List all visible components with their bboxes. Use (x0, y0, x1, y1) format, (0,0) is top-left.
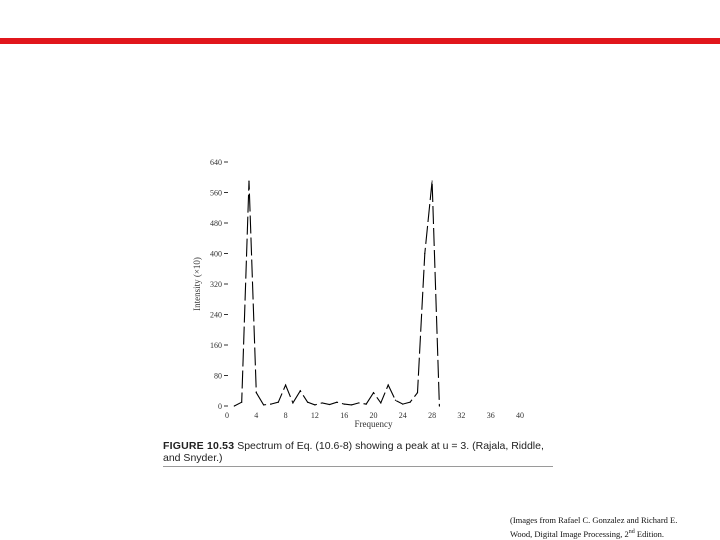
y-axis-label: Intensity (×10) (192, 257, 202, 311)
y-tick-label: 480 (210, 219, 222, 228)
spectrum-data-point (358, 402, 359, 403)
spectrum-data-point (263, 404, 264, 405)
spectrum-data-point (300, 390, 301, 391)
spectrum-series-line (234, 181, 439, 406)
x-tick-label: 4 (254, 411, 259, 420)
caption-divider (163, 466, 553, 467)
spectrum-data-point (410, 402, 411, 403)
spectrum-data-point (241, 402, 242, 403)
figure-caption (163, 440, 553, 464)
x-tick-label: 24 (398, 411, 407, 420)
image-credit (510, 514, 720, 540)
spectrum-data-point (388, 384, 389, 385)
figure-caption-text: Spectrum of Eq. (10.6-8) showing a peak at u = 3. (Rajala, Riddle, and Snyder.) (163, 440, 544, 464)
y-tick-label: 80 (214, 371, 222, 381)
y-tick-label: 0 (218, 402, 222, 411)
x-tick-label: 36 (486, 411, 495, 420)
x-tick-label: 16 (340, 411, 349, 420)
credit-superscript: nd (628, 529, 635, 535)
spectrum-data-point (329, 404, 330, 405)
spectrum-data-point (322, 402, 323, 403)
credit-line-1: (Images from Rafael C. Gonzalez and Richard E. (510, 515, 678, 525)
x-tick-label: 8 (283, 411, 288, 420)
accent-bar (0, 38, 720, 44)
spectrum-data-point (270, 403, 271, 404)
y-tick-label: 560 (210, 188, 222, 198)
spectrum-data-point (314, 404, 315, 405)
x-axis-label: Frequency (354, 419, 393, 429)
spectrum-data-point (402, 403, 403, 404)
spectrum-data-point (439, 405, 440, 406)
y-axis-ticks (210, 158, 228, 411)
spectrum-data-point (424, 253, 425, 254)
x-tick-label: 0 (225, 411, 229, 420)
spectrum-data-point (395, 400, 396, 401)
spectrum-data-point (336, 402, 337, 403)
credit-line-2 (510, 526, 720, 540)
figure-label: FIGURE 10.53 (163, 440, 235, 452)
spectrum-data-point (380, 402, 381, 403)
y-tick-label: 240 (210, 310, 222, 320)
y-tick-label: 640 (210, 158, 222, 167)
spectrum-chart (160, 150, 540, 440)
x-tick-label: 40 (516, 411, 524, 420)
spectrum-data-point (373, 392, 374, 393)
y-tick-label: 160 (210, 341, 222, 350)
spectrum-data-point (292, 402, 293, 403)
x-tick-label: 32 (457, 411, 466, 420)
spectrum-data-point (256, 392, 257, 393)
spectrum-data-point (307, 402, 308, 403)
credit-line-2-suffix: Edition. (634, 528, 665, 539)
y-tick-label: 400 (210, 249, 222, 259)
y-tick-label: 320 (210, 280, 222, 289)
spectrum-data-point (234, 405, 235, 406)
spectrum-data-point (285, 384, 286, 385)
plot-area (234, 180, 440, 406)
x-tick-label: 12 (310, 411, 319, 420)
credit-line-2-prefix: Wood, Digital Image Processing, 2 (510, 528, 629, 539)
spectrum-data-point (344, 403, 345, 404)
x-tick-label: 28 (428, 411, 437, 420)
spectrum-data-point (366, 403, 367, 404)
spectrum-data-point (432, 180, 433, 181)
spectrum-data-point (417, 392, 418, 393)
x-tick-label: 20 (369, 411, 378, 420)
spectrum-data-point (278, 402, 279, 403)
spectrum-data-point (351, 404, 352, 405)
spectrum-data-point (248, 180, 249, 181)
